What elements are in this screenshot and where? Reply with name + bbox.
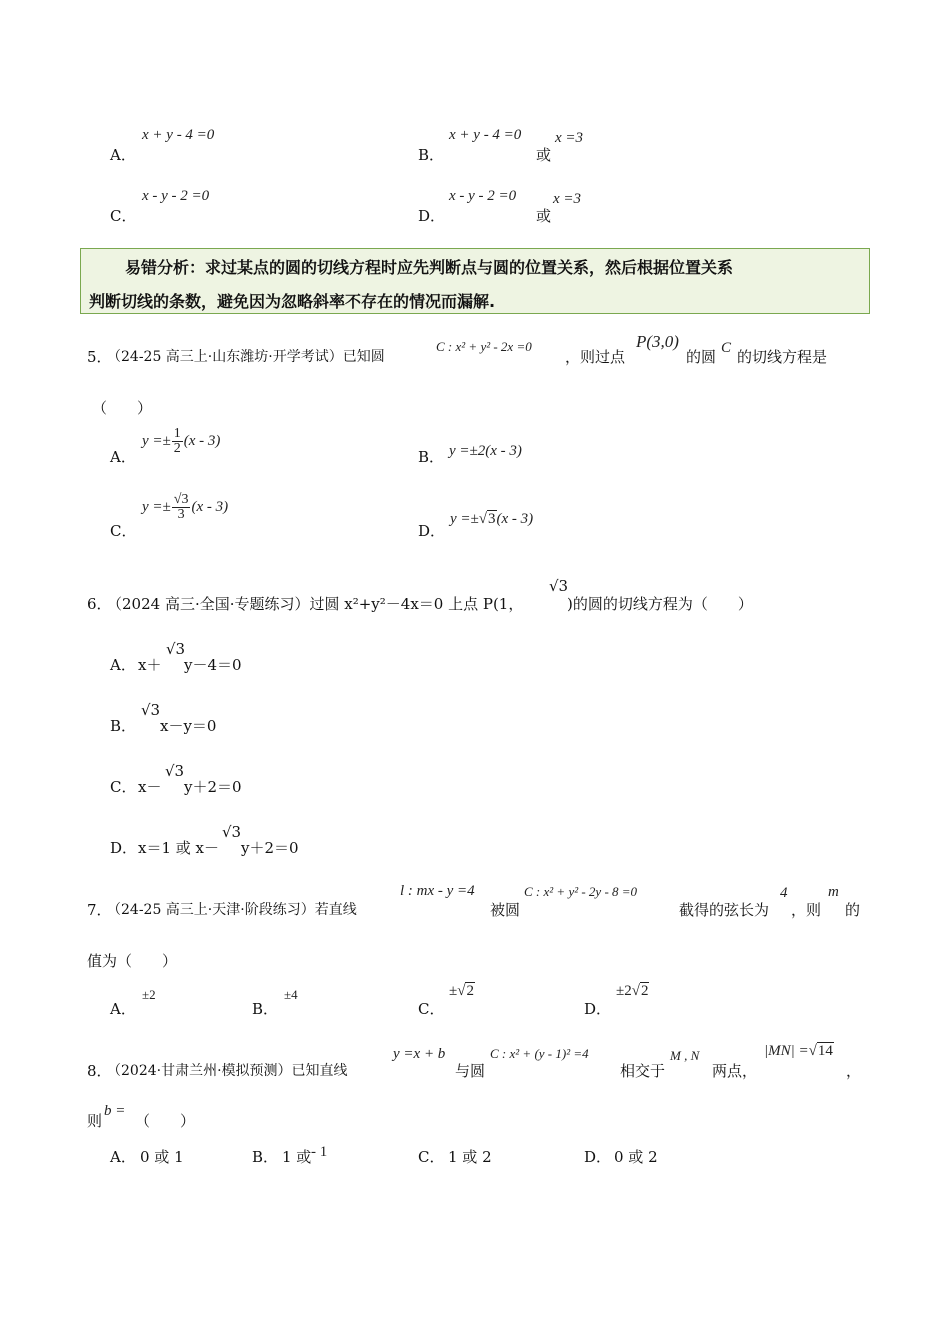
q7-length: 4 (780, 885, 788, 901)
q8-mid3-text: 两点， (712, 1062, 758, 1080)
q6-sqrt3: √3 (549, 577, 569, 595)
q5-option-c-math: y =± $\frac{√3}{3}$ (x - 3) (142, 492, 229, 522)
q8-source: （2024·甘肃兰州·模拟预测）已知直线 (107, 1063, 348, 1079)
q8-line2-pre: 则 (87, 1112, 103, 1130)
q8-number: 8． (87, 1062, 112, 1080)
q5-option-d-math: y =±√3(x - 3) (450, 511, 534, 527)
q5-point: P(3,0) (636, 332, 679, 351)
q6-option-d-post: y＋2＝0 (241, 839, 299, 857)
q6-text-pre: （2024 高三·全国·专题练习）过圆 x²+y²－4x＝0 上点 P(1， (107, 595, 524, 613)
q7-tail-text: 的 (845, 901, 861, 919)
q4-option-b-label: B． (418, 146, 445, 164)
q6-option-d-pre: x＝1 或 x－ (138, 839, 219, 857)
q4-option-b-math: x + y - 4 =0 (449, 127, 522, 143)
q6-option-c-post: y＋2＝0 (184, 778, 242, 796)
q5-option-c-label: C． (110, 522, 137, 540)
q7-line2: 值为（ ） (87, 952, 178, 970)
q6-option-c-label: C． (110, 778, 137, 796)
q8-mid-text: 与圆 (455, 1062, 486, 1080)
q6-option-a-pre: x＋ (138, 656, 162, 674)
q8-option-d-label: D． (584, 1148, 612, 1166)
q5-option-a-label: A． (110, 448, 136, 466)
q8-circle-equation: C : x² + (y - 1)² =4 (490, 1046, 589, 1061)
q4-option-d-label: D． (418, 207, 446, 225)
q8-chord: |MN| =√14 (764, 1043, 833, 1059)
q6-option-d-sqrt: √3 (222, 823, 242, 841)
q5-answer-paren: （ ） (92, 399, 153, 417)
q7-mid2-text: 截得的弦长为 (679, 901, 770, 919)
q7-source: （24-25 高三上·天津·阶段练习）若直线 (107, 902, 357, 918)
q7-number: 7． (87, 901, 112, 919)
q5-source: （24-25 高三上·山东潍坊·开学考试）已知圆 (107, 349, 385, 365)
q4-option-c-math: x - y - 2 =0 (142, 188, 210, 204)
q8-line2-post: （ ） (135, 1112, 196, 1130)
q4-option-c-label: C． (110, 207, 137, 225)
q4-option-d-or: 或 (536, 207, 552, 225)
q5-number: 5． (87, 348, 112, 366)
q7-option-c-math: ±√2 (449, 983, 474, 999)
q6-number: 6． (87, 595, 112, 613)
q7-option-c-label: C． (418, 1000, 445, 1018)
q5-option-a-math: y =± $\frac{1}{2}$ (x - 3) (142, 426, 221, 456)
analysis-line-2: 判断切线的条数，避免因为忽略斜率不存在的情况而漏解. (89, 292, 496, 311)
q7-var-m: m (828, 884, 839, 900)
q4-option-b-or: 或 (536, 146, 552, 164)
q7-mid3-text: ，则 (791, 901, 822, 919)
q4-option-d-math: x - y - 2 =0 (449, 188, 517, 204)
q8-comma: ， (846, 1062, 862, 1080)
q8-option-c-label: C． (418, 1148, 445, 1166)
q8-var-b: b = (104, 1103, 126, 1119)
q5-circle-equation: C : x² + y² - 2x =0 (436, 339, 532, 354)
q8-option-b-neg: - 1 (311, 1144, 328, 1160)
error-analysis-box (80, 248, 870, 314)
q7-option-b-label: B． (252, 1000, 279, 1018)
q4-option-a-math: x + y - 4 =0 (142, 127, 215, 143)
q5-mid-text: ，则过点 (565, 348, 626, 366)
q7-mid-text: 被圆 (490, 901, 521, 919)
q4-option-d-extra: x =3 (553, 191, 582, 207)
q8-option-a-label: A． (110, 1148, 136, 1166)
q6-option-a-label: A． (110, 656, 136, 674)
q8-line-equation: y =x + b (393, 1046, 446, 1062)
q7-circle-equation: C : x² + y² - 2y - 8 =0 (524, 884, 638, 899)
q6-option-a-post: y－4＝0 (184, 656, 242, 674)
q7-option-d-label: D． (584, 1000, 612, 1018)
q7-line-equation: l : mx - y =4 (400, 883, 475, 899)
q6-text-post: )的圆的切线方程为（ ） (567, 595, 753, 613)
q7-option-a-label: A． (110, 1000, 136, 1018)
q6-option-d-label: D． (110, 839, 138, 857)
q8-mid2-text: 相交于 (620, 1062, 666, 1080)
q7-option-b-math: ±4 (284, 987, 298, 1002)
q5-option-d-label: D． (418, 522, 446, 540)
q8-points: M , N (670, 1048, 700, 1063)
q6-option-a-sqrt: √3 (166, 640, 186, 658)
q8-option-a-text: 0 或 1 (140, 1148, 184, 1166)
q7-option-d-math: ±2√2 (616, 983, 649, 999)
q8-option-c-text: 1 或 2 (448, 1148, 492, 1166)
q5-option-b-label: B． (418, 448, 445, 466)
q4-option-a-label: A． (110, 146, 136, 164)
q8-option-b-label: B． (252, 1148, 279, 1166)
q4-option-b-extra: x =3 (555, 130, 584, 146)
q8-option-d-text: 0 或 2 (614, 1148, 658, 1166)
analysis-line-1: 易错分析：求过某点的圆的切线方程时应先判断点与圆的位置关系，然后根据位置关系 (125, 258, 734, 277)
q6-option-b-sqrt: √3 (141, 701, 161, 719)
q5-circle-name: C (721, 340, 732, 356)
q6-option-b-label: B． (110, 717, 137, 735)
q8-option-b-text: 1 或 (282, 1148, 312, 1166)
q5-mid2-text: 的圆 (686, 348, 717, 366)
q6-option-c-pre: x－ (138, 778, 162, 796)
q6-option-c-sqrt: √3 (165, 762, 185, 780)
q5-option-b-math: y =±2(x - 3) (449, 443, 522, 459)
q7-option-a-math: ±2 (142, 987, 156, 1002)
q6-option-b-post: x－y＝0 (160, 717, 217, 735)
q5-tail-text: 的切线方程是 (737, 348, 828, 366)
